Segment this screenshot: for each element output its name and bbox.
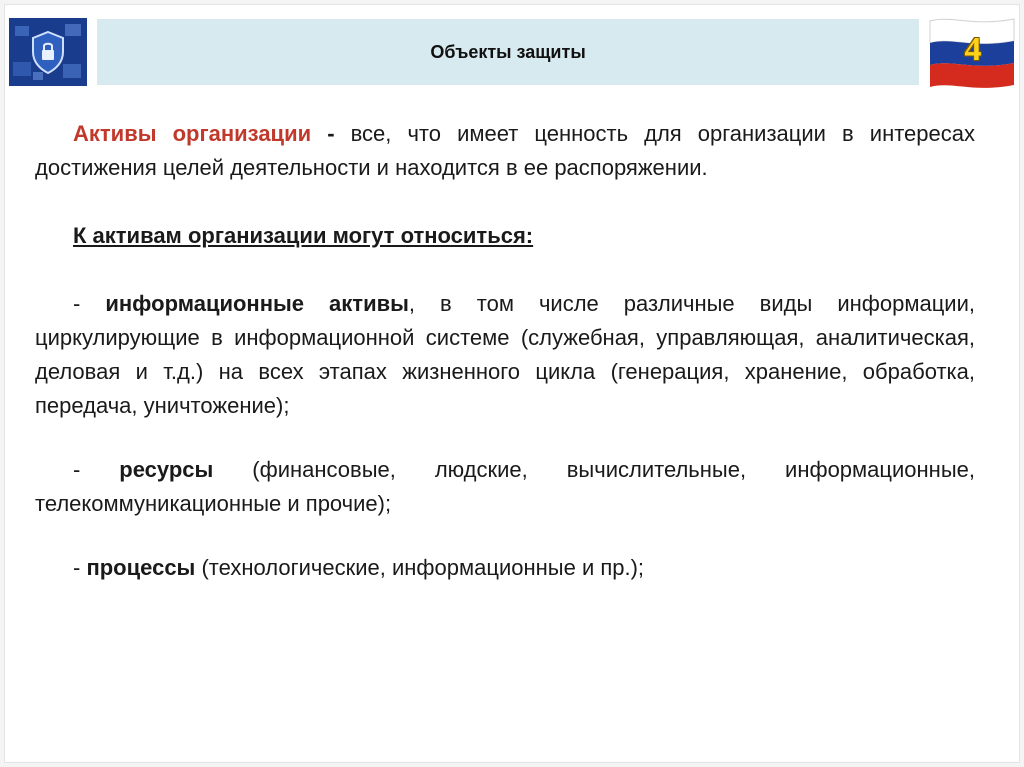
section-heading: К активам организации могут относиться:	[73, 223, 534, 248]
content	[35, 117, 975, 585]
definition-term: Активы организации	[73, 121, 312, 146]
list-item-information-assets	[35, 287, 975, 423]
slide-title: Объекты защиты	[430, 41, 586, 62]
slide	[4, 4, 1020, 763]
definition-text: все, что имеет ценность для организации в интересах достижения целей деятельности и находится в ее распоряжении.	[35, 121, 975, 180]
list-item-term: процессы	[86, 555, 196, 580]
list-item-prefix: -	[73, 555, 87, 580]
list-item-prefix: -	[73, 291, 106, 316]
title-bar	[97, 19, 919, 85]
list-item-processes	[35, 551, 975, 585]
list-item-text: , в том числе различные виды информации, циркулирующие в информационной системе (служебная, управляющая, аналитическая, деловая и т.д.) на всех этапах жизненного цикла (генерация, хранение, обработка, передача, уничтожение);	[35, 291, 975, 418]
list-item-text: (финансовые, людские, вычислительные, информационные, телекоммуникационные и прочие);	[35, 457, 975, 516]
list-item-text: (технологические, информационные и пр.);	[195, 555, 645, 580]
list-item-term: ресурсы	[119, 457, 214, 482]
lock-shield-icon	[9, 18, 87, 86]
list-item-resources	[35, 453, 975, 521]
definition-paragraph	[35, 117, 975, 185]
definition-dash: -	[311, 121, 351, 146]
page-number: 4	[964, 31, 982, 68]
list-item-term: информационные активы	[105, 291, 409, 316]
list-item-prefix: -	[73, 457, 120, 482]
